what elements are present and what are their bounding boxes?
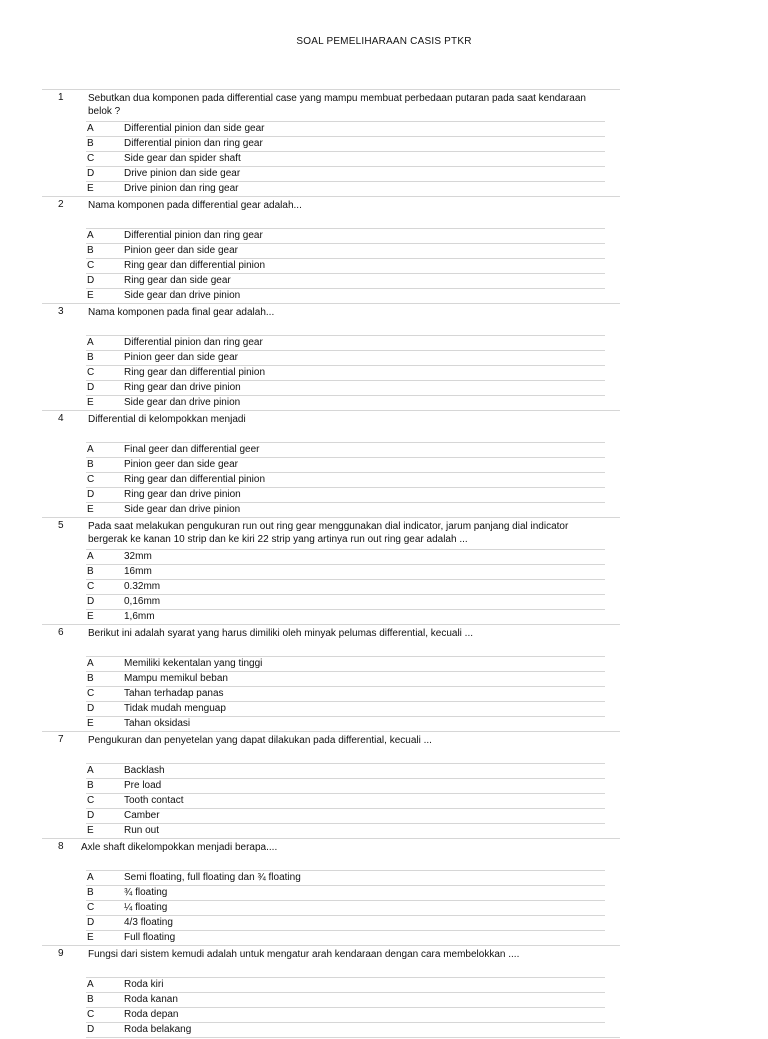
question-text: Sebutkan dua komponen pada differential case yang mampu membuat perbedaan putaran pada saat kendaraan belok ?: [88, 93, 586, 117]
question-row: [42, 196, 620, 228]
option-letter: B: [87, 780, 94, 791]
answer-option: [86, 365, 605, 380]
question-block: [0, 838, 768, 945]
question-row: [42, 517, 620, 549]
option-letter: B: [87, 887, 94, 898]
answer-option: [86, 121, 605, 136]
option-letter: E: [87, 825, 94, 836]
question-row: [42, 945, 620, 977]
answer-option: [86, 594, 605, 609]
option-letter: B: [87, 245, 94, 256]
option-letter: C: [87, 367, 95, 378]
question-list: [0, 89, 768, 1039]
answer-option: [86, 793, 605, 808]
option-letter: A: [87, 979, 94, 990]
answer-option: [86, 671, 605, 686]
answer-option: [86, 656, 605, 671]
option-text: Differential pinion dan ring gear: [124, 230, 263, 241]
option-letter: C: [87, 1009, 95, 1020]
option-text: Semi floating, full floating dan ¾ floating: [124, 872, 301, 883]
question-number: 6: [58, 627, 64, 638]
option-text: Side gear dan drive pinion: [124, 504, 241, 515]
answer-option: [86, 900, 605, 915]
answer-option: [86, 716, 605, 731]
option-text: Drive pinion dan ring gear: [124, 183, 239, 194]
question-text: Pengukuran dan penyetelan yang dapat dilakukan pada differential, kecuali ...: [88, 735, 432, 746]
option-text: Final geer dan differential geer: [124, 444, 260, 455]
question-block: [0, 303, 768, 410]
option-text: Pinion geer dan side gear: [124, 459, 238, 470]
option-text: Differential pinion dan ring gear: [124, 138, 263, 149]
question-block: [0, 89, 768, 196]
answer-option: [86, 778, 605, 793]
option-text: Side gear dan drive pinion: [124, 397, 241, 408]
option-letter: D: [87, 810, 95, 821]
answer-option: [86, 930, 605, 945]
answer-option: [86, 472, 605, 487]
option-letter: E: [87, 290, 94, 301]
answer-option: [86, 166, 605, 181]
answer-option: [86, 763, 605, 778]
question-row: [42, 303, 620, 335]
option-text: Tooth contact: [124, 795, 184, 806]
option-letter: D: [87, 275, 95, 286]
option-text: Ring gear dan side gear: [124, 275, 231, 286]
option-letter: A: [87, 658, 94, 669]
option-text: 0.32mm: [124, 581, 161, 592]
question-number: 7: [58, 734, 64, 745]
question-number: 8: [58, 841, 64, 852]
option-letter: A: [87, 765, 94, 776]
option-letter: E: [87, 932, 94, 943]
option-letter: B: [87, 566, 94, 577]
option-letter: E: [87, 183, 94, 194]
answer-option: [86, 258, 605, 273]
option-text: 1,6mm: [124, 611, 155, 622]
answer-option: [86, 502, 605, 517]
option-letter: B: [87, 994, 94, 1005]
option-text: Tahan terhadap panas: [124, 688, 224, 699]
option-text: Side gear dan drive pinion: [124, 290, 241, 301]
option-text: Roda kanan: [124, 994, 178, 1005]
question-row: [42, 838, 620, 870]
question-block: [0, 410, 768, 517]
option-text: Ring gear dan differential pinion: [124, 474, 266, 485]
question-block: [0, 945, 768, 1037]
answer-option: [86, 808, 605, 823]
option-text: Differential pinion dan side gear: [124, 123, 265, 134]
answer-option: [86, 1007, 605, 1022]
answer-option: [86, 243, 605, 258]
option-letter: E: [87, 718, 94, 729]
answer-option: [86, 457, 605, 472]
question-text: Nama komponen pada final gear adalah...: [88, 307, 275, 318]
option-letter: D: [87, 1024, 95, 1035]
answer-option: [86, 701, 605, 716]
option-letter: B: [87, 138, 94, 149]
answer-option: [86, 549, 605, 564]
answer-option: [86, 335, 605, 350]
option-letter: B: [87, 459, 94, 470]
question-text: Berikut ini adalah syarat yang harus dimiliki oleh minyak pelumas differential, kecuali ...: [88, 628, 474, 639]
option-letter: E: [87, 397, 94, 408]
question-text: Differential di kelompokkan menjadi: [88, 414, 246, 425]
option-text: ¼ floating: [124, 902, 168, 913]
option-text: Run out: [124, 825, 160, 836]
option-letter: A: [87, 337, 94, 348]
answer-option: [86, 885, 605, 900]
option-text: Roda depan: [124, 1009, 179, 1020]
option-letter: D: [87, 489, 95, 500]
option-text: 16mm: [124, 566, 152, 577]
option-text: Ring gear dan drive pinion: [124, 489, 241, 500]
answer-option: [86, 350, 605, 365]
answer-option: [86, 686, 605, 701]
question-number: 1: [58, 92, 64, 103]
option-letter: C: [87, 153, 95, 164]
option-text: Memiliki kekentalan yang tinggi: [124, 658, 263, 669]
option-text: Tidak mudah menguap: [124, 703, 226, 714]
question-row: [42, 731, 620, 763]
option-text: 4/3 floating: [124, 917, 173, 928]
option-letter: A: [87, 551, 94, 562]
question-row: [42, 410, 620, 442]
answer-option: [86, 136, 605, 151]
answer-option: [86, 273, 605, 288]
option-letter: C: [87, 581, 95, 592]
answer-option: [86, 992, 605, 1007]
option-letter: C: [87, 902, 95, 913]
option-letter: E: [87, 504, 94, 515]
question-text: Pada saat melakukan pengukuran run out ring gear menggunakan dial indicator, jarum panjang dial indicator bergerak ke kanan 10 strip dan ke kiri 22 strip yang artinya run out ring gear adalah ...: [88, 521, 569, 545]
answer-option: [86, 823, 605, 838]
option-text: Ring gear dan differential pinion: [124, 367, 266, 378]
option-text: Camber: [124, 810, 160, 821]
option-text: Ring gear dan differential pinion: [124, 260, 266, 271]
question-block: [0, 517, 768, 624]
answer-option: [86, 228, 605, 243]
option-letter: A: [87, 872, 94, 883]
option-letter: A: [87, 230, 94, 241]
option-text: 32mm: [124, 551, 152, 562]
question-block: [0, 624, 768, 731]
question-number: 2: [58, 199, 64, 210]
option-text: ¾ floating: [124, 887, 168, 898]
option-letter: C: [87, 474, 95, 485]
option-text: Pre load: [124, 780, 162, 791]
option-text: Pinion geer dan side gear: [124, 352, 238, 363]
option-letter: B: [87, 673, 94, 684]
answer-option: [86, 487, 605, 502]
question-text: Axle shaft dikelompokkan menjadi berapa....: [81, 842, 278, 853]
option-letter: C: [87, 260, 95, 271]
option-letter: D: [87, 596, 95, 607]
answer-option: [86, 1022, 605, 1037]
answer-option: [86, 395, 605, 410]
question-block: [0, 196, 768, 303]
answer-option: [86, 181, 605, 196]
option-text: Ring gear dan drive pinion: [124, 382, 241, 393]
option-letter: D: [87, 917, 95, 928]
question-row: [42, 624, 620, 656]
option-text: Backlash: [124, 765, 165, 776]
option-text: Full floating: [124, 932, 176, 943]
question-number: 4: [58, 413, 64, 424]
option-letter: E: [87, 611, 94, 622]
option-text: Differential pinion dan ring gear: [124, 337, 263, 348]
option-text: Side gear dan spider shaft: [124, 153, 241, 164]
option-text: Roda kiri: [124, 979, 164, 990]
question-number: 5: [58, 520, 64, 531]
option-letter: D: [87, 168, 95, 179]
page-title: SOAL PEMELIHARAAN CASIS PTKR: [296, 36, 472, 47]
option-text: Drive pinion dan side gear: [124, 168, 241, 179]
option-letter: A: [87, 123, 94, 134]
option-letter: D: [87, 382, 95, 393]
answer-option: [86, 977, 605, 992]
option-letter: D: [87, 703, 95, 714]
question-text: Fungsi dari sistem kemudi adalah untuk mengatur arah kendaraan dengan cara membelokkan ....: [88, 949, 520, 960]
question-number: 3: [58, 306, 64, 317]
answer-option: [86, 564, 605, 579]
answer-option: [86, 151, 605, 166]
answer-option: [86, 609, 605, 624]
option-text: Roda belakang: [124, 1024, 192, 1035]
option-text: Mampu memikul beban: [124, 673, 228, 684]
question-number: 9: [58, 948, 64, 959]
answer-option: [86, 915, 605, 930]
option-text: 0,16mm: [124, 596, 161, 607]
option-letter: C: [87, 688, 95, 699]
answer-option: [86, 870, 605, 885]
question-text: Nama komponen pada differential gear adalah...: [88, 200, 302, 211]
question-row: [42, 89, 620, 121]
question-block: [0, 731, 768, 838]
option-text: Pinion geer dan side gear: [124, 245, 238, 256]
answer-option: [86, 579, 605, 594]
option-text: Tahan oksidasi: [124, 718, 191, 729]
option-letter: C: [87, 795, 95, 806]
option-letter: B: [87, 352, 94, 363]
answer-option: [86, 442, 605, 457]
answer-option: [86, 380, 605, 395]
answer-option: [86, 288, 605, 303]
option-letter: A: [87, 444, 94, 455]
